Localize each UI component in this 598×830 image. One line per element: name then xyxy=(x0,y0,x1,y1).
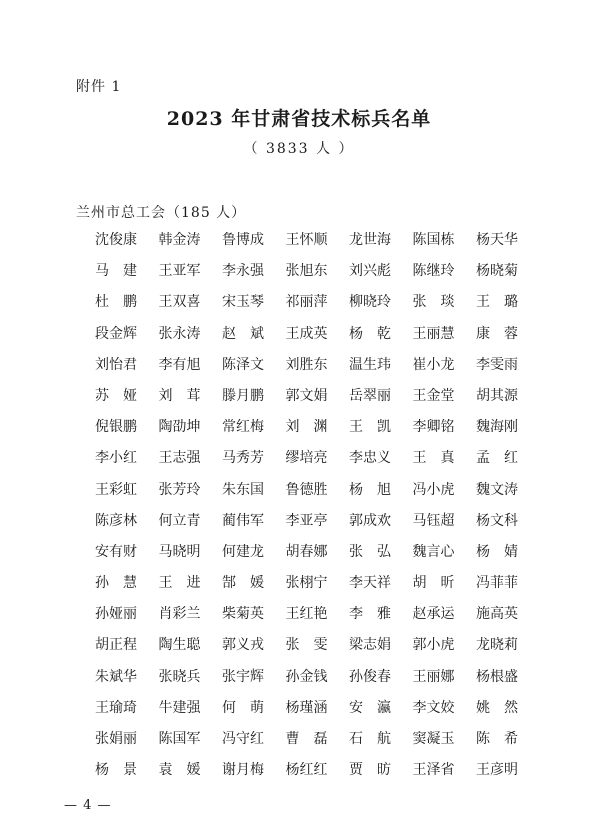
name-cell: 李永强 xyxy=(222,263,264,280)
name-cell: 姚 然 xyxy=(476,699,518,716)
name-cell: 鲁博成 xyxy=(222,232,264,248)
document-title: 2023 年甘肃省技术标兵名单 xyxy=(166,108,432,130)
name-cell: 宋玉琴 xyxy=(222,294,264,311)
name-cell: 李 雅 xyxy=(349,606,391,623)
name-cell: 陈国栋 xyxy=(412,232,455,248)
name-cell: 王 凯 xyxy=(349,419,391,436)
name-cell: 孙金钱 xyxy=(285,668,328,685)
name-cell: 张旭东 xyxy=(285,263,328,280)
name-cell: 杨文科 xyxy=(476,512,518,529)
name-cell: 杨红红 xyxy=(285,762,328,779)
name-cell: 王彩虹 xyxy=(95,481,137,498)
name-cell: 马钰超 xyxy=(412,512,455,529)
name-cell: 柳晓玲 xyxy=(349,294,391,311)
name-cell: 王成英 xyxy=(285,325,328,342)
name-cell: 马秀芳 xyxy=(222,450,264,467)
name-cell: 李文姣 xyxy=(412,699,455,716)
name-cell: 王红艳 xyxy=(285,606,328,623)
name-cell: 王 璐 xyxy=(476,294,518,311)
name-cell: 王怀顺 xyxy=(285,232,328,248)
name-cell: 刘 茸 xyxy=(158,387,201,404)
name-cell: 安 瀛 xyxy=(349,699,391,716)
name-cell: 孙娅丽 xyxy=(95,606,137,623)
name-cell: 陈 希 xyxy=(476,731,518,747)
name-cell: 施高英 xyxy=(476,606,518,623)
name-cell: 王双喜 xyxy=(158,294,201,311)
page-number: — 4 — xyxy=(64,798,112,813)
total-count: （ 3833 人 ） xyxy=(243,141,355,157)
name-cell: 王瑜琦 xyxy=(95,699,137,716)
name-cell: 何 萌 xyxy=(222,699,264,716)
name-cell: 李亚亭 xyxy=(285,512,328,529)
name-cell: 常红梅 xyxy=(222,419,264,436)
name-cell: 苏 娅 xyxy=(95,387,137,404)
name-cell: 张永涛 xyxy=(158,325,201,342)
name-cell: 刘 渊 xyxy=(285,419,328,436)
name-cell: 杨 景 xyxy=(95,762,137,779)
name-cell: 陈泽文 xyxy=(222,356,264,373)
name-cell: 杜 鹏 xyxy=(95,294,137,311)
name-cell: 马晓明 xyxy=(158,543,201,560)
name-cell: 何立青 xyxy=(158,512,201,529)
name-cell: 张宇辉 xyxy=(222,668,264,685)
name-cell: 缪培亮 xyxy=(285,450,328,467)
name-cell: 陶生聪 xyxy=(158,637,201,654)
name-cell: 牛建强 xyxy=(158,699,201,716)
name-cell: 张栩宁 xyxy=(285,575,328,592)
name-cell: 肖彩兰 xyxy=(158,606,201,623)
name-cell: 张 弘 xyxy=(349,543,391,560)
name-cell: 蔺伟军 xyxy=(222,512,264,529)
name-cell: 魏文涛 xyxy=(476,481,518,498)
name-cell: 韩金涛 xyxy=(158,232,201,248)
name-cell: 王丽慧 xyxy=(412,325,455,342)
name-cell: 段金辉 xyxy=(95,325,137,342)
name-cell: 胡其源 xyxy=(476,387,518,404)
name-cell: 杨天华 xyxy=(476,232,518,248)
name-cell: 杨晓菊 xyxy=(476,263,518,280)
name-cell: 王亚军 xyxy=(158,263,201,280)
name-cell: 温生玮 xyxy=(349,356,391,373)
name-cell: 谢月梅 xyxy=(222,762,264,779)
name-cell: 柴菊英 xyxy=(222,606,264,623)
name-cell: 石 航 xyxy=(349,731,391,747)
name-cell: 陈彦林 xyxy=(95,512,137,529)
name-cell: 沈俊康 xyxy=(95,232,137,248)
name-cell: 孙俊春 xyxy=(349,668,391,685)
name-cell: 郭成欢 xyxy=(349,512,391,529)
name-cell: 马 建 xyxy=(95,263,137,280)
name-cell: 康 蓉 xyxy=(476,325,518,342)
name-cell: 胡正程 xyxy=(95,637,137,654)
name-cell: 王 真 xyxy=(412,450,455,467)
name-cell: 冯菲菲 xyxy=(476,575,518,592)
name-cell: 张 琰 xyxy=(412,294,455,311)
name-cell: 赵承运 xyxy=(412,606,455,623)
name-cell: 曹 磊 xyxy=(285,731,328,747)
name-cell: 李天祥 xyxy=(349,575,391,592)
name-cell: 张娟丽 xyxy=(95,731,137,747)
name-cell: 王泽省 xyxy=(412,762,455,779)
name-cell: 李小红 xyxy=(95,450,137,467)
name-cell: 郭义戎 xyxy=(222,637,264,654)
name-cell: 李忠义 xyxy=(349,450,391,467)
name-cell: 李有旭 xyxy=(158,356,201,373)
name-cell: 陈国军 xyxy=(158,731,201,747)
name-cell: 冯守红 xyxy=(222,731,264,747)
name-cell: 胡春娜 xyxy=(285,543,328,560)
name-cell: 魏言心 xyxy=(412,543,455,560)
name-cell: 杨瑾涵 xyxy=(285,699,328,716)
name-cell: 崔小龙 xyxy=(412,356,455,373)
name-cell: 陶劭坤 xyxy=(158,419,201,436)
name-cell: 冯小虎 xyxy=(412,481,455,498)
name-cell: 何建龙 xyxy=(222,543,264,560)
attachment-label: 附件 1 xyxy=(76,79,122,95)
name-cell: 刘兴彪 xyxy=(349,263,391,280)
name-cell: 魏海刚 xyxy=(476,419,518,436)
name-cell: 张 雯 xyxy=(285,637,328,654)
name-cell: 郭文娟 xyxy=(285,387,328,404)
name-cell: 张芳玲 xyxy=(158,481,201,498)
name-cell: 刘怡君 xyxy=(95,356,137,373)
name-cell: 李卿铭 xyxy=(412,419,455,436)
name-cell: 滕月鹏 xyxy=(222,387,264,404)
name-cell: 孟 红 xyxy=(476,450,518,467)
name-cell: 刘胜东 xyxy=(285,356,328,373)
name-cell: 孙 慧 xyxy=(95,575,137,592)
name-cell: 鲁德胜 xyxy=(285,481,328,498)
name-cell: 龙世海 xyxy=(349,232,391,248)
name-cell: 王丽娜 xyxy=(412,668,455,685)
name-cell: 王彦明 xyxy=(476,762,518,779)
name-cell: 窦凝玉 xyxy=(412,731,455,747)
name-cell: 张晓兵 xyxy=(158,668,201,685)
name-cell: 陈继玲 xyxy=(412,263,455,280)
name-cell: 贾 昉 xyxy=(349,762,391,779)
section-heading: 兰州市总工会（185 人） xyxy=(76,205,247,221)
name-cell: 杨 乾 xyxy=(349,325,391,342)
name-cell: 郭小虎 xyxy=(412,637,455,654)
name-cell: 朱东国 xyxy=(222,481,264,498)
name-cell: 杨 旭 xyxy=(349,481,391,498)
name-cell: 梁志娟 xyxy=(349,637,391,654)
name-cell: 袁 媛 xyxy=(158,762,201,779)
name-grid xyxy=(95,229,540,790)
name-cell: 杨 婧 xyxy=(476,543,518,560)
name-cell: 王金堂 xyxy=(412,387,455,404)
name-cell: 郜 媛 xyxy=(222,575,264,592)
name-cell: 李雯雨 xyxy=(476,356,518,373)
name-cell: 赵 斌 xyxy=(222,325,264,342)
name-cell: 岳翠丽 xyxy=(349,387,391,404)
name-cell: 胡 昕 xyxy=(412,575,455,592)
name-cell: 朱斌华 xyxy=(95,668,137,685)
name-cell: 安有财 xyxy=(95,543,137,560)
name-cell: 王 进 xyxy=(158,575,201,592)
name-cell: 王志强 xyxy=(158,450,201,467)
name-cell: 祁丽萍 xyxy=(285,294,328,311)
name-cell: 杨根盛 xyxy=(476,668,518,685)
name-cell: 龙晓莉 xyxy=(476,637,518,654)
name-cell: 倪银鹏 xyxy=(95,419,137,436)
